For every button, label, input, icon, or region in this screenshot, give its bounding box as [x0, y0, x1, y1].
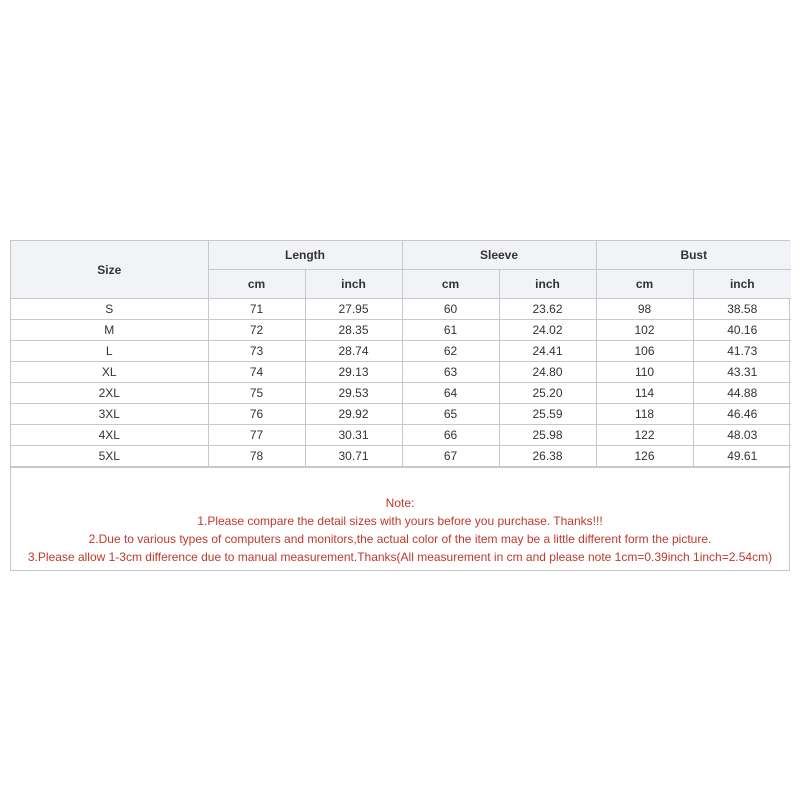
table-row [11, 425, 791, 446]
sleeve-header: Sleeve [402, 241, 596, 270]
table-row [11, 383, 791, 404]
value-cell: 60 [402, 299, 499, 320]
unit-header: cm [208, 270, 305, 299]
value-cell: 30.31 [305, 425, 402, 446]
note-line: 2.Due to various types of computers and monitors,the actual color of the item may be a little different form the picture. [88, 532, 712, 546]
value-cell: 25.59 [499, 404, 596, 425]
value-cell: 26.38 [499, 446, 596, 467]
table-row [11, 362, 791, 383]
value-cell: 23.62 [499, 299, 596, 320]
value-cell: 29.53 [305, 383, 402, 404]
size-cell: 3XL [11, 404, 208, 425]
length-header: Length [208, 241, 402, 270]
value-cell: 66 [402, 425, 499, 446]
value-cell: 38.58 [693, 299, 791, 320]
value-cell: 27.95 [305, 299, 402, 320]
value-cell: 25.20 [499, 383, 596, 404]
value-cell: 73 [208, 341, 305, 362]
value-cell: 49.61 [693, 446, 791, 467]
value-cell: 61 [402, 320, 499, 341]
unit-header: cm [402, 270, 499, 299]
value-cell: 40.16 [693, 320, 791, 341]
table-row [11, 446, 791, 467]
size-chart [10, 240, 790, 571]
value-cell: 98 [596, 299, 693, 320]
unit-header: inch [499, 270, 596, 299]
value-cell: 46.46 [693, 404, 791, 425]
value-cell: 65 [402, 404, 499, 425]
value-cell: 29.92 [305, 404, 402, 425]
value-cell: 74 [208, 362, 305, 383]
unit-header: inch [693, 270, 791, 299]
size-cell: S [11, 299, 208, 320]
size-cell: 4XL [11, 425, 208, 446]
table-row [11, 320, 791, 341]
value-cell: 29.13 [305, 362, 402, 383]
value-cell: 30.71 [305, 446, 402, 467]
value-cell: 126 [596, 446, 693, 467]
value-cell: 48.03 [693, 425, 791, 446]
value-cell: 64 [402, 383, 499, 404]
bust-header: Bust [596, 241, 791, 270]
value-cell: 25.98 [499, 425, 596, 446]
size-cell: L [11, 341, 208, 362]
value-cell: 24.02 [499, 320, 596, 341]
value-cell: 71 [208, 299, 305, 320]
value-cell: 28.35 [305, 320, 402, 341]
size-header: Size [11, 241, 208, 299]
note-line: 1.Please compare the detail sizes with yours before you purchase. Thanks!!! [197, 514, 603, 528]
note-line: 3.Please allow 1-3cm difference due to manual measurement.Thanks(All measurement in cm and please note 1cm=0.39inch 1inch=2.54cm) [27, 550, 773, 564]
size-cell: 5XL [11, 446, 208, 467]
size-table [11, 241, 791, 467]
value-cell: 106 [596, 341, 693, 362]
value-cell: 102 [596, 320, 693, 341]
note-title: Note: [385, 496, 415, 510]
size-cell: XL [11, 362, 208, 383]
value-cell: 41.73 [693, 341, 791, 362]
value-cell: 76 [208, 404, 305, 425]
size-cell: 2XL [11, 383, 208, 404]
size-rows [11, 299, 791, 467]
value-cell: 43.31 [693, 362, 791, 383]
value-cell: 28.74 [305, 341, 402, 362]
note-block [11, 467, 789, 570]
value-cell: 63 [402, 362, 499, 383]
value-cell: 118 [596, 404, 693, 425]
value-cell: 110 [596, 362, 693, 383]
value-cell: 62 [402, 341, 499, 362]
unit-header: cm [596, 270, 693, 299]
table-row [11, 341, 791, 362]
value-cell: 114 [596, 383, 693, 404]
table-row [11, 404, 791, 425]
table-row [11, 299, 791, 320]
value-cell: 75 [208, 383, 305, 404]
value-cell: 24.80 [499, 362, 596, 383]
value-cell: 72 [208, 320, 305, 341]
unit-header: inch [305, 270, 402, 299]
header-group-row [11, 241, 791, 270]
value-cell: 67 [402, 446, 499, 467]
value-cell: 122 [596, 425, 693, 446]
value-cell: 77 [208, 425, 305, 446]
size-cell: M [11, 320, 208, 341]
value-cell: 44.88 [693, 383, 791, 404]
value-cell: 78 [208, 446, 305, 467]
value-cell: 24.41 [499, 341, 596, 362]
